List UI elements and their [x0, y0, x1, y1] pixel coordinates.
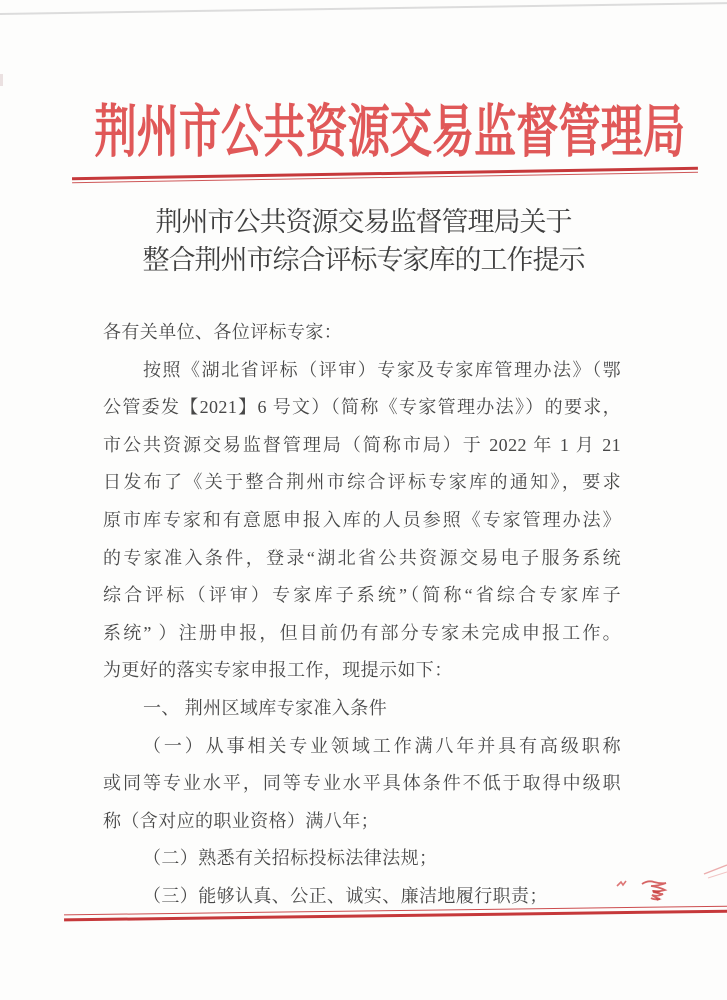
document-title-line1: 荆州市公共资源交易监督管理局关于: [155, 207, 572, 237]
body-line: 一、 荆州区域库专家准入条件: [143, 697, 388, 718]
body-line: 原市库专家和有意愿申报入库的人员参照《专家管理办法》: [103, 509, 621, 530]
scan-edge-artifact: [0, 2, 727, 15]
document-title: [0, 203, 727, 279]
body-line: 市公共资源交易监督管理局（简称市局）于 2022 年 1 月 21: [103, 434, 621, 455]
body-line: 称（含对应的职业资格）满八年；: [103, 810, 379, 831]
body-line: 为更好的落实专家申报工作，现提示如下：: [103, 660, 453, 681]
header-double-rule: [72, 167, 698, 184]
body-line: （三）能够认真、公正、诚实、廉洁地履行职责；: [143, 885, 548, 906]
body-line: 公管委发【2021】6 号文）（简称《专家管理办法》）的要求，: [103, 397, 621, 418]
body-line: 按照《湖北省评标（评审）专家及专家库管理办法》（鄂: [143, 359, 621, 380]
body-line: 的专家准入条件，登录“湖北省公共资源交易电子服务系统: [103, 547, 621, 568]
body-line: 日发布了《关于整合荆州市综合评标专家库的通知》，要求: [103, 472, 621, 493]
body-line: 综合评标（评审）专家库子系统”（简称“省综合专家库子: [103, 585, 621, 606]
body-text: [103, 314, 621, 916]
agency-header: 荆州市公共资源交易监督管理局: [94, 101, 686, 164]
body-line: 系统” ）注册申报，但目前仍有部分专家未完成申报工作。: [103, 622, 621, 643]
body-line: （一）从事相关专业领域工作满八年并具有高级职称: [143, 735, 621, 756]
scan-speck: [0, 74, 3, 86]
body-line: 或同等专业水平，同等专业水平具体条件不低于取得中级职: [103, 773, 621, 794]
document-title-line2: 整合荆州市综合评标专家库的工作提示: [142, 245, 585, 275]
body-line: 各有关单位、各位评标专家：: [103, 322, 343, 342]
body-line: （二）熟悉有关招标投标法律法规；: [143, 848, 438, 869]
